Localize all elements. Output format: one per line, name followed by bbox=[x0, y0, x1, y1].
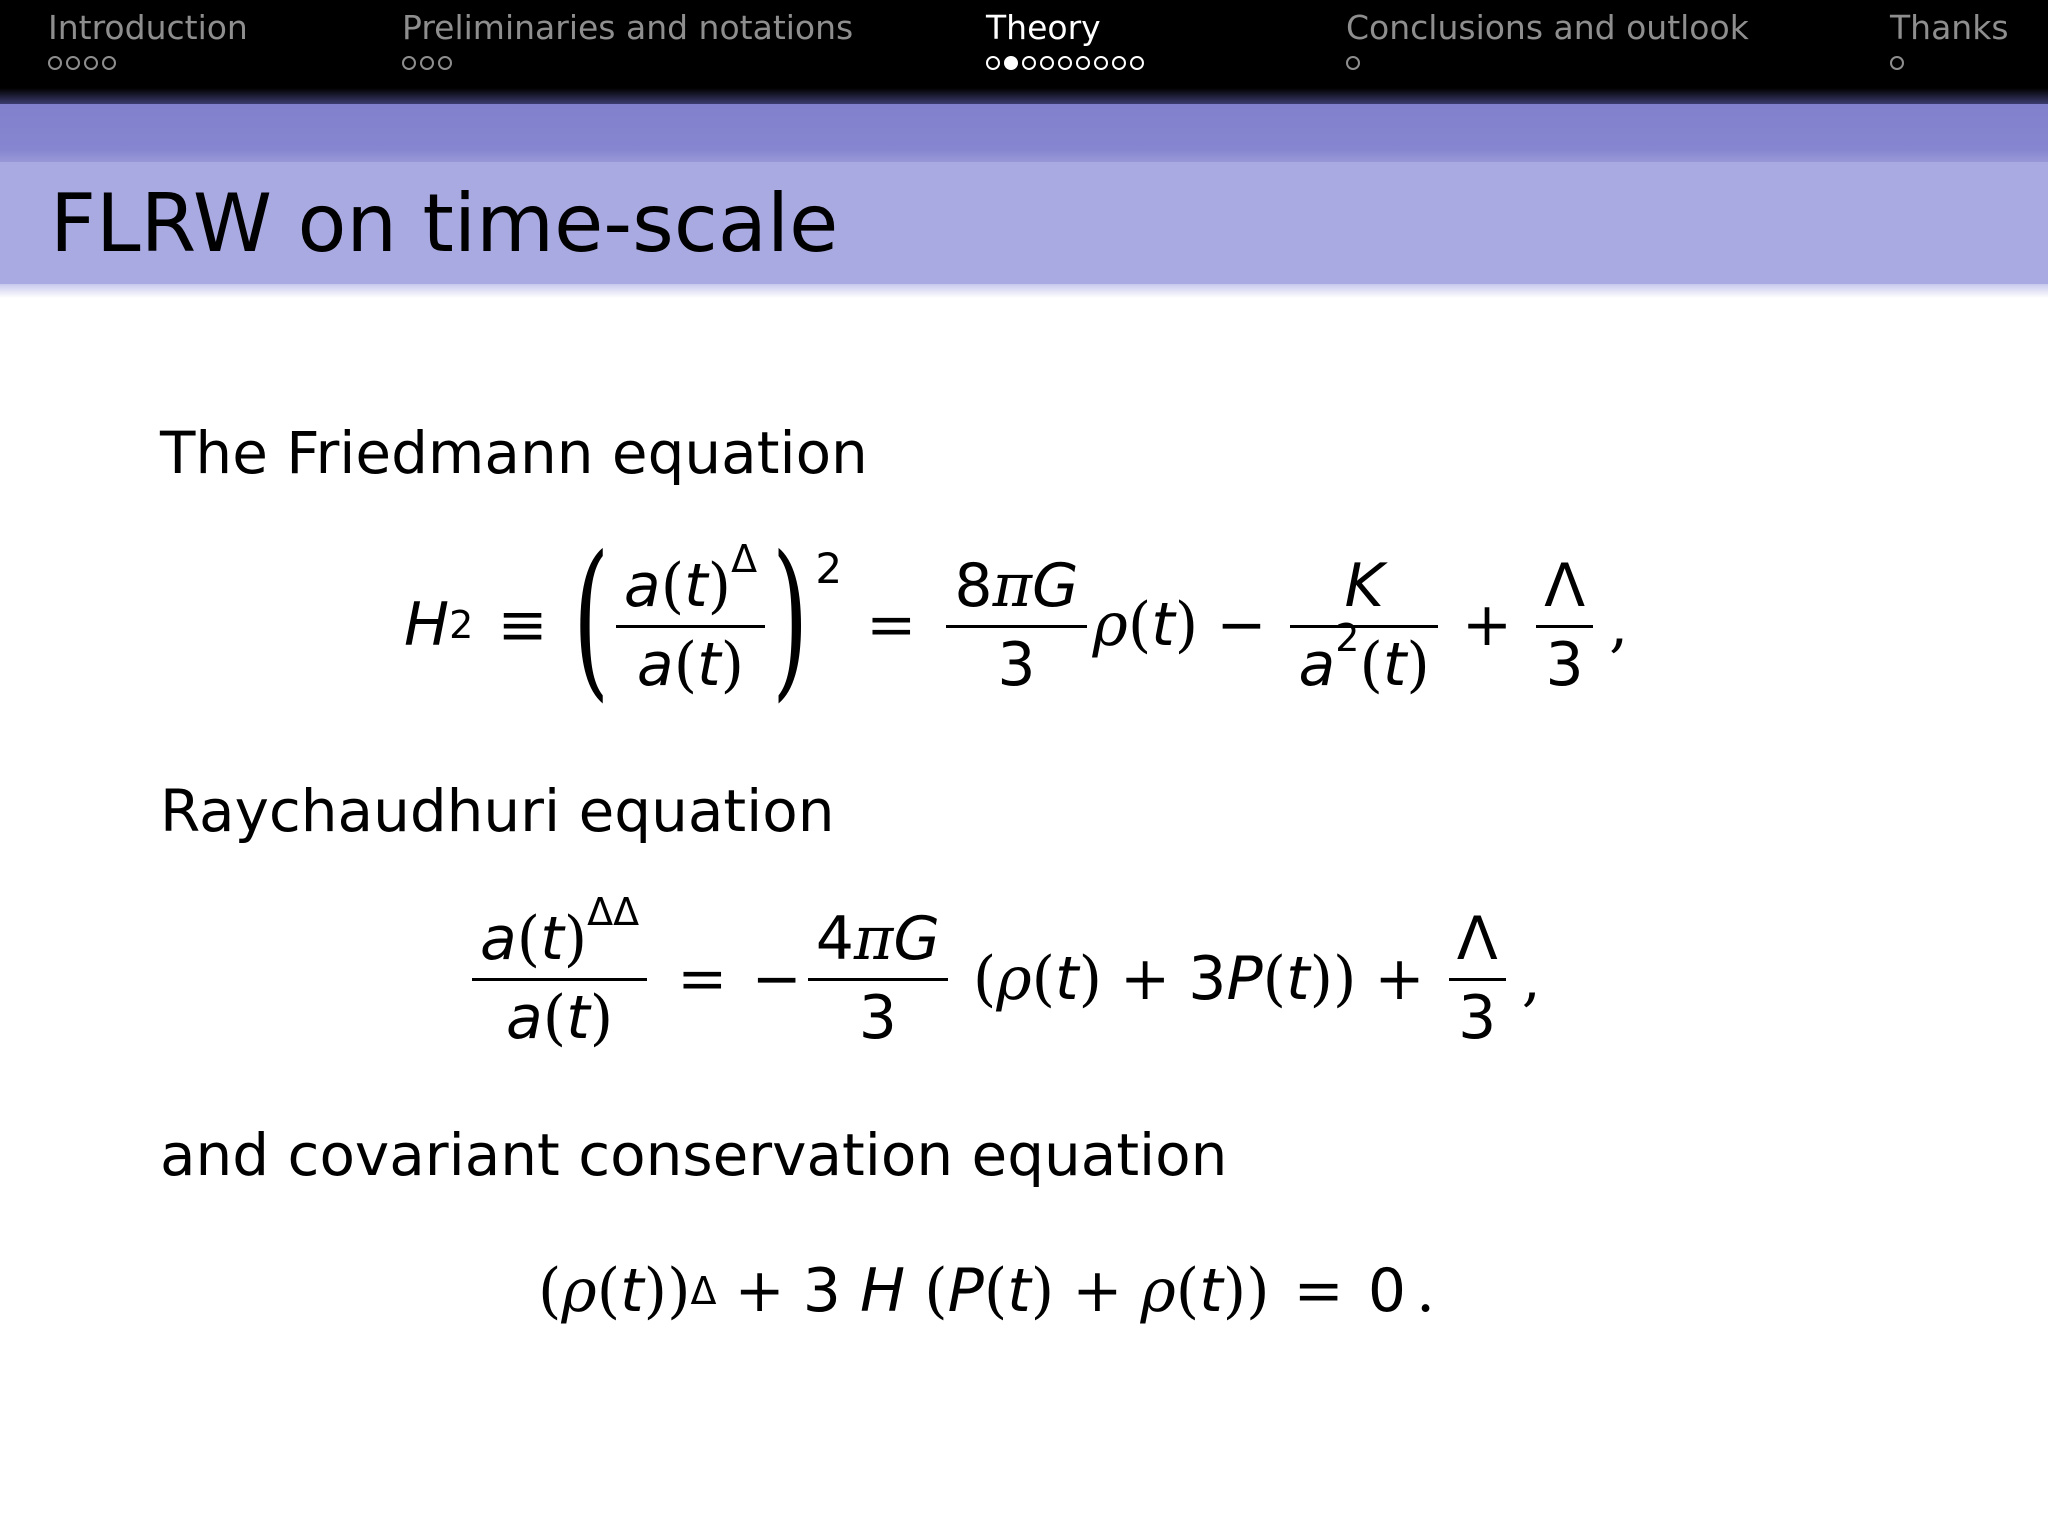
nav-slide-dots bbox=[48, 56, 248, 76]
header-band bbox=[0, 104, 2048, 162]
friedmann-label: The Friedmann equation bbox=[160, 419, 868, 487]
nav-slide-dot[interactable] bbox=[1022, 56, 1036, 70]
nav-slide-dot[interactable] bbox=[438, 56, 452, 70]
nav-slide-dot-current[interactable] bbox=[1004, 56, 1018, 70]
nav-slide-dot[interactable] bbox=[102, 56, 116, 70]
nav-slide-dots bbox=[986, 56, 1144, 76]
friedmann-equation: H 2 ≡ ( $\frac{a(t)^\Delta}{a(t)}$ ) 2 = $\frac{8\pi G}{3}$ ρ ( t ) − $\frac{K}{a^2(t)}$ + $\frac{\Lambda}{3}$ , bbox=[404, 520, 1629, 718]
nav-slide-dot[interactable] bbox=[48, 56, 62, 70]
section-navigation-bar bbox=[0, 0, 2048, 104]
nav-slide-dot[interactable] bbox=[1094, 56, 1108, 70]
nav-section-label[interactable]: Conclusions and outlook bbox=[1346, 8, 1749, 47]
nav-section-conclusions[interactable] bbox=[1346, 8, 1749, 76]
nav-section-label[interactable]: Preliminaries and notations bbox=[402, 8, 854, 47]
nav-section-preliminaries[interactable] bbox=[402, 8, 853, 76]
nav-section-introduction[interactable] bbox=[48, 8, 248, 76]
nav-section-thanks[interactable] bbox=[1890, 8, 2009, 76]
raychaudhuri-label: Raychaudhuri equation bbox=[160, 777, 835, 845]
conservation-equation: ( ρ ( t )) Δ + 3 H ( P ( t ) + ρ ( t )) = 0 . bbox=[538, 1256, 1436, 1326]
nav-slide-dot[interactable] bbox=[1076, 56, 1090, 70]
nav-slide-dot[interactable] bbox=[84, 56, 98, 70]
nav-slide-dot[interactable] bbox=[402, 56, 416, 70]
nav-slide-dot[interactable] bbox=[420, 56, 434, 70]
nav-slide-dots bbox=[1890, 56, 2009, 76]
nav-slide-dot[interactable] bbox=[1890, 56, 1904, 70]
nav-slide-dot[interactable] bbox=[1130, 56, 1144, 70]
nav-slide-dot[interactable] bbox=[986, 56, 1000, 70]
title-shadow bbox=[0, 284, 2048, 298]
nav-section-label[interactable]: Introduction bbox=[48, 8, 248, 47]
nav-section-theory[interactable] bbox=[986, 8, 1144, 76]
nav-section-label[interactable]: Theory bbox=[986, 8, 1101, 47]
nav-slide-dot[interactable] bbox=[1112, 56, 1126, 70]
nav-slide-dot[interactable] bbox=[1040, 56, 1054, 70]
nav-slide-dot[interactable] bbox=[1058, 56, 1072, 70]
frame-title: FLRW on time-scale bbox=[50, 177, 839, 270]
nav-slide-dots bbox=[402, 56, 853, 76]
raychaudhuri-equation: $\frac{a(t)^{\Delta\Delta}}{a(t)}$ = − $\frac{4\pi G}{3}$ ( ρ ( t ) + 3 P ( t )) + $\frac{\Lambda}{3}$ , bbox=[466, 906, 1541, 1051]
nav-slide-dot[interactable] bbox=[66, 56, 80, 70]
conservation-label: and covariant conservation equation bbox=[160, 1121, 1228, 1189]
nav-slide-dot[interactable] bbox=[1346, 56, 1360, 70]
nav-section-label[interactable]: Thanks bbox=[1890, 8, 2009, 47]
nav-slide-dots bbox=[1346, 56, 1749, 76]
